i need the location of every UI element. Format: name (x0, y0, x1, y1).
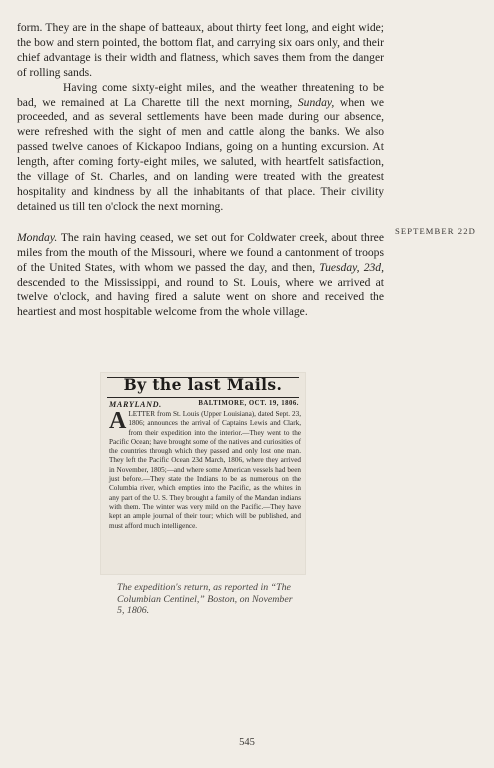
clipping-caption: The expedition's return, as reported in “The Columbian Centinel,” Boston, on November 5, 1806. (117, 582, 293, 617)
day-name: Monday. (17, 230, 58, 244)
clipping-head-rule (107, 397, 299, 398)
dateline-date: BALTIMORE, OCT. 19, 1806. (198, 400, 299, 407)
paragraph-text: The rain having ceased, we set out for Coldwater creek, about three miles from the mouth of the Missouri, where we found a cantonment of troops of the United States, with whom we passed the day, and then, (17, 230, 384, 274)
date-sidenote: SEPTEMBER 22D (395, 226, 476, 236)
day-name: Sunday, (297, 95, 335, 109)
clipping-heading: By the last Mails. (123, 375, 283, 394)
newspaper-clipping (101, 373, 305, 574)
paragraph-la-charette (17, 81, 384, 215)
paragraph-monday (17, 231, 384, 320)
paragraph-text: when we proceeded, and as several settlements have been made during our absence, were refreshed with the sight of men and cattle along the banks. We also passed twelve canoes of Kickapoo Indians, going on a hunting excursion. At length, after coming forty-eight miles, we saluted, with heartfelt satisfaction, the village of St. Charles, and on landing were treated with the greatest hospitality and kindness by all the inhabitants of that place. Their civility detained us till ten o'clock the next morning. (17, 95, 385, 213)
day-name: Tuesday, 23d, (319, 260, 384, 274)
clipping-dateline (109, 400, 299, 409)
drop-cap: A (109, 408, 127, 434)
page-number: 545 (239, 737, 255, 748)
dateline-place: MARYLAND. (109, 400, 162, 409)
journal-text (17, 21, 384, 320)
paragraph-text: Having come sixty-eight miles, and the weather threatening to be bad, we remained at La Charette till the next morning, (17, 80, 384, 109)
paragraph-batteaux (17, 21, 384, 81)
paragraph-text: form. They are in the shape of batteaux, about thirty feet long, and eight wide; the bow and stern pointed, the bottom flat, and carrying six oars only, and their chief advantage is their width and flatness, which saves them from the danger of rolling sands. (17, 21, 384, 79)
paragraph-text: descended to the Mississippi, and round to St. Louis, where we arrived at twelve o'clock, and having fired a salute went on shore and received the heartiest and most hospitable welcome from the whole village. (17, 275, 384, 319)
article-text: LETTER from St. Louis (Upper Louisiana), dated Sept. 23, 1806; announces the arrival of Captains Lewis and Clark, from their expedition into the interior.—They went to the Pacific Ocean; have brought some of the natives and curiosities of the countries through which they passed and only lost one man. They left the Pacific Ocean 23d March, 1806, where they arrived in November, 1805;—and where some American vessels had been just before.—They state the Indians to be as numerous on the Columbia river, which empties into the Pacific, as the whites in any part of the U. S. They brought a family of the Mandan indians with them. The winter was very mild on the Pacific.—They have kept an ample journal of their tour; which will be published, and must afford much intelligence. (109, 410, 301, 530)
clipping-article (109, 410, 301, 531)
